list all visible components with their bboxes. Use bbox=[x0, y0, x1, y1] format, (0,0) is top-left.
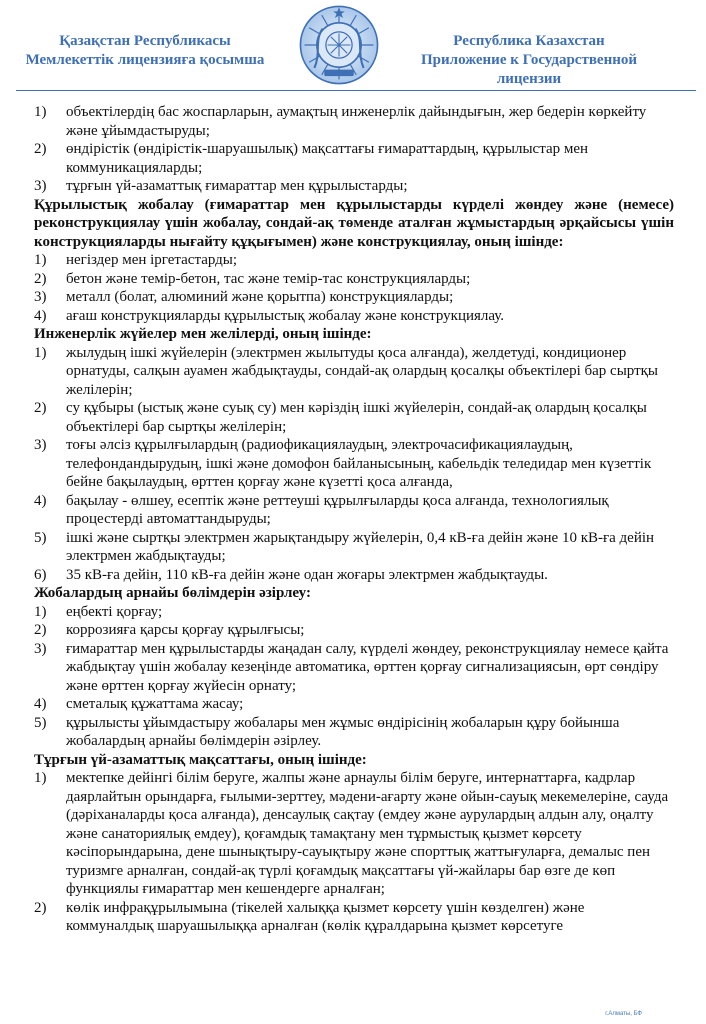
list-item bbox=[34, 529, 674, 566]
list-item bbox=[34, 714, 674, 751]
list-item bbox=[34, 288, 674, 307]
list-item bbox=[34, 492, 674, 529]
list-item bbox=[34, 640, 674, 696]
list-item-text: тоғы әлсіз құрылғылардың (радиофикациялаудың, электрочасификациялаудың, телефондандырудың, ішкі және домофон байланысының, кабельдік теледидар мен күзеттік бейне бақылаудың, өрттен қорғау және күзетті қоса алғанда, bbox=[66, 437, 652, 490]
footer-print-note: г.Алматы, БФ bbox=[605, 1011, 642, 1017]
list-item-text: мектепке дейінгі білім беруге, жалпы және арнаулы білім беруге, интернаттарға, кадрлар даярлайтын орындарға, ғылыми-зерттеу, мәдени-ағарту және ойын-сауық мекемелеріне, сауда (дәріханаларды қоса алғанда), денсаулық сақтау (емдеу және аурулардың алдын алу, оңалту және санаториялық емдеу), қоғамдық тамақтану мен тұрмыстық қызмет көрсету кәсіпорындарына, дене шынықтыру-сауықтыру және спорттық жаттығуларға, демалыс пен туризмге арналған, сондай-ақ түрлі қоғамдық мақсаттағы үй-жайлары бар өзге де көп функциялы ғимараттар мен кешендерге арналған; bbox=[66, 770, 669, 897]
list-item-text: тұрғын үй-азаматтық ғимараттар мен құрылыстарды; bbox=[66, 178, 408, 194]
list-item-text: объектілердің бас жоспарларын, аумақтың инженерлік дайындығын, жер бедерін көркейту және ұйымдастыруды; bbox=[66, 104, 647, 139]
list-item-text: ішкі және сыртқы электрмен жарықтандыру жүйелерін, 0,4 кВ-ға дейін және 10 кВ-ға дейін электрмен жабдықтауды; bbox=[66, 529, 655, 564]
list-item-text: металл (болат, алюминий және қорытпа) конструкцияларды; bbox=[66, 289, 454, 305]
list-item bbox=[34, 177, 674, 196]
list-item-number: 5) bbox=[34, 714, 47, 731]
list-item-number: 1) bbox=[34, 344, 47, 361]
section-heading: Инженерлік жүйелер мен желілерді, оның ішінде: bbox=[34, 326, 372, 342]
list-item-text: ғимараттар мен құрылыстарды жаңадан салу, күрделі жөндеу, реконструкциялау немесе қайта жабдықтау үшін жобалау кезеңінде автоматика, өрттен қорғау сигнализациясын, өрт сөндіру және өрттен қорғау жүйесін орнату; bbox=[66, 640, 669, 694]
header-left-line1: Қазақстан Республикасы bbox=[59, 33, 231, 49]
list-item-number: 2) bbox=[34, 400, 47, 416]
list-item-text: коррозияға қарсы қорғау құрылғысы; bbox=[66, 622, 305, 638]
list-item-number: 1) bbox=[34, 603, 47, 620]
list-item-number: 2) bbox=[34, 270, 47, 287]
header-right-line1: Республика Казахстан bbox=[453, 33, 605, 49]
list-item-number: 3) bbox=[34, 640, 47, 657]
list-item-number: 2) bbox=[34, 141, 47, 157]
header-right-russian bbox=[394, 32, 664, 89]
section-heading: Жобалардың арнайы бөлімдерін әзірлеу: bbox=[34, 585, 311, 601]
list-item-text: негіздер мен іргетастарды; bbox=[66, 252, 238, 268]
list-item-text: су құбыры (ыстық және суық су) мен кәріздің ішкі жүйелерін, сондай-ақ олардың қосалқы объектілері бар сыртқы желілерін; bbox=[66, 400, 647, 435]
list-item bbox=[34, 436, 674, 492]
header-left-kazakh bbox=[10, 32, 280, 70]
list-item-text: өндірістік (өндірістік-шаруашылық) мақсаттағы ғимараттардың, құрылыстар мен коммуникацияларды; bbox=[66, 141, 589, 176]
state-emblem-icon bbox=[298, 4, 380, 86]
header-right-line2: Приложение к Государственной лицензии bbox=[421, 52, 637, 87]
list-item-text: жылудың ішкі жүйелерін (электрмен жылытуды қоса алғанда), желдетуді, кондиционер орнатуды, салқын ауамен жабдықтауды, сондай-ақ олардың қосалқы объектілері бар сыртқы желілерін; bbox=[66, 344, 659, 398]
list-item bbox=[34, 621, 674, 640]
list-item-text: бетон және темір-бетон, тас және темір-тас конструкцияларды; bbox=[66, 270, 471, 287]
list-item-number: 3) bbox=[34, 289, 47, 305]
list-item bbox=[34, 103, 674, 140]
list-item bbox=[34, 270, 674, 289]
list-item-number: 1) bbox=[34, 770, 47, 786]
list-item-number: 2) bbox=[34, 899, 47, 916]
list-item bbox=[34, 899, 674, 936]
header-divider bbox=[16, 90, 696, 91]
list-item-number: 1) bbox=[34, 104, 47, 120]
list-item-text: еңбекті қорғау; bbox=[66, 603, 163, 620]
list-item-number: 3) bbox=[34, 178, 47, 194]
list-item bbox=[34, 307, 674, 326]
list-item-number: 4) bbox=[34, 492, 47, 509]
list-item-text: ағаш конструкцияларды құрылыстық жобалау және конструкциялау. bbox=[66, 307, 505, 324]
list-item bbox=[34, 769, 674, 899]
list-item bbox=[34, 399, 674, 436]
section-heading: Тұрғын үй-азаматтық мақсаттағы, оның ішінде: bbox=[34, 751, 367, 768]
list-item-text: 35 кВ-ға дейін, 110 кВ-ға дейін және одан жоғары электрмен жабдықтауды. bbox=[66, 566, 548, 583]
list-item-number: 6) bbox=[34, 566, 47, 583]
list-item-number: 4) bbox=[34, 696, 47, 712]
list-item bbox=[34, 603, 674, 622]
list-item-text: сметалық құжаттама жасау; bbox=[66, 696, 244, 712]
section-heading: Құрылыстық жобалау (ғимараттар мен құрылыстарды күрделі жөндеу және (немесе) реконструкциялау үшін жобалау, сондай-ақ төменде аталған жұмыстардың әрқайсысы үшін конструкцияларды нығайту құқығымен) және конструкциялау, оның ішінде: bbox=[34, 196, 674, 250]
list-item bbox=[34, 140, 674, 177]
list-item-number: 3) bbox=[34, 437, 47, 453]
list-item-number: 1) bbox=[34, 252, 47, 268]
list-item-text: көлік инфрақұрылымына (тікелей халыққа қызмет көрсету үшін көзделген) және коммуналдық шаруашылыққа арналған (көлік құралдарына қызмет көрсетуге bbox=[66, 899, 585, 934]
header-left-line2: Мемлекеттік лицензияға қосымша bbox=[25, 52, 265, 68]
list-item-number: 2) bbox=[34, 622, 47, 638]
list-item-number: 5) bbox=[34, 529, 47, 546]
list-item bbox=[34, 344, 674, 400]
document-body bbox=[34, 103, 674, 936]
list-item-text: құрылысты ұйымдастыру жобалары мен жұмыс өндірісінің жобаларын құру бойынша жобалардың арнайы бөлімдерін әзірлеу. bbox=[66, 714, 620, 749]
list-item bbox=[34, 695, 674, 714]
list-item-number: 4) bbox=[34, 307, 47, 324]
list-item bbox=[34, 566, 674, 585]
document-header bbox=[0, 0, 706, 96]
list-item bbox=[34, 251, 674, 270]
list-item-text: бақылау - өлшеу, есептік және реттеуші құрылғыларды қоса алғанда, технологиялық процестерді автоматтандыруды; bbox=[66, 492, 609, 527]
